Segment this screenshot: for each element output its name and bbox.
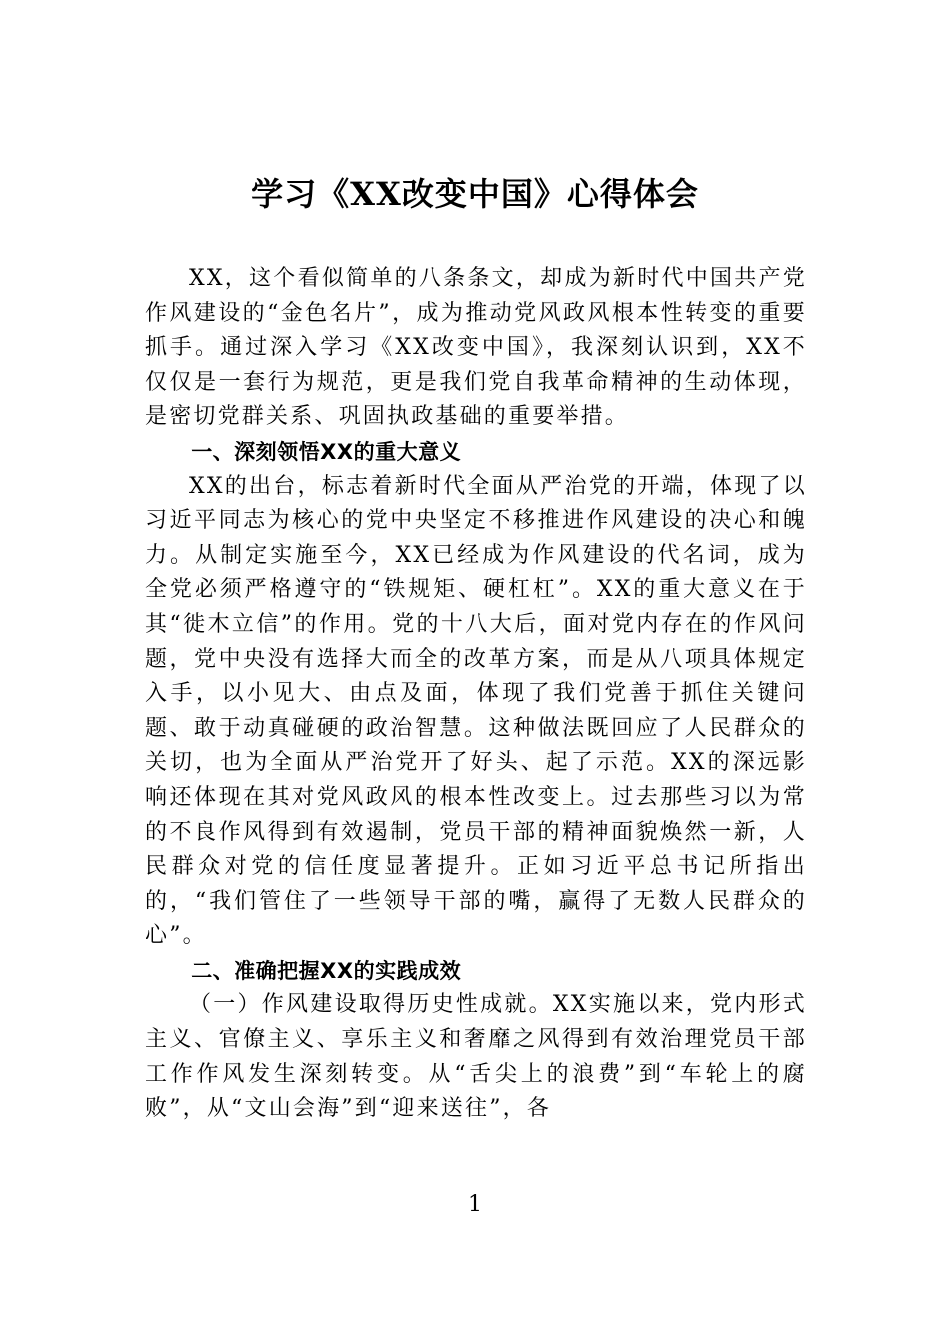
page-number: 1 — [468, 1192, 482, 1217]
body-paragraph: XX的出台，标志着新时代全面从严治党的开端，体现了以习近平同志为核心的党中央坚定不移推进作风建设的决心和魄力。从制定实施至今，XX已经成为作风建设的代名词，成为全党必须严格遵守的“铁规矩、硬杠杠”。XX的重大意义在于其“徙木立信”的作用。党的十八大后，面对党内存在的作风问题，党中央没有选择大而全的改革方案，而是从八项具体规定入手，以小见大、由点及面，体现了我们党善于抓住关键问题、敢于动真碰硬的政治智慧。这种做法既回应了人民群众的关切，也为全面从严治党开了好头、起了示范。XX的深远影响还体现在其对党风政风的根本性改变上。过去那些习以为常的不良作风得到有效遏制，党员干部的精神面貌焕然一新，人民群众对党的信任度显著提升。正如习近平总书记所指出的，“我们管住了一些领导干部的嘴，赢得了无数人民群众的心”。 — [145, 473, 807, 949]
section-heading: 二、准确把握XX的实践成效 — [191, 958, 462, 983]
document-title: 学习《XX改变中国》心得体会 — [251, 175, 699, 213]
document-body — [145, 262, 807, 1127]
body-paragraph: XX，这个看似简单的八条条文，却成为新时代中国共产党作风建设的“金色名片”，成为推动党风政风根本性转变的重要抓手。通过深入学习《XX改变中国》，我深刻认识到，XX不仅仅是一套行为规范，更是我们党自我革命精神的生动体现，是密切党群关系、巩固执政基础的重要举措。 — [145, 266, 807, 430]
body-paragraph: （一）作风建设取得历史性成就。XX实施以来，党内形式主义、官僚主义、享乐主义和奢靡之风得到有效治理党员干部工作作风发生深刻转变。从“舌尖上的浪费”到“车轮上的腐败”，从“文山会海”到“迎来送往”，各 — [145, 992, 807, 1122]
section-heading: 一、深刻领悟XX的重大意义 — [191, 439, 462, 464]
